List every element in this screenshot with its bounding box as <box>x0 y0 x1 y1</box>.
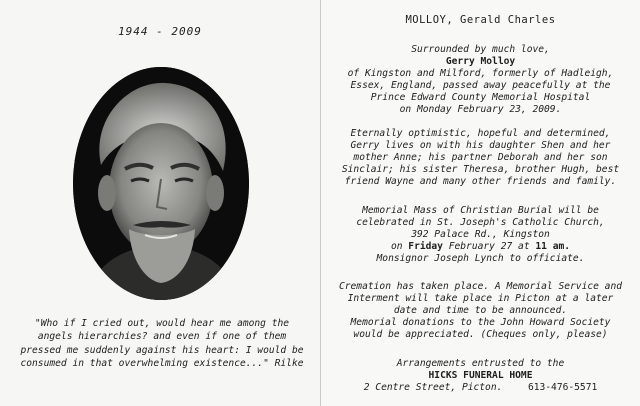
paragraph-line: Eternally optimistic, hopeful and determined, <box>350 128 611 139</box>
paragraph-line: date and time to be announced. <box>393 305 568 316</box>
paragraph-line: friend Wayne and many other friends and family. <box>344 176 617 187</box>
quote-line: "Who if I cried out, would hear me among the <box>34 318 290 329</box>
life-years: 1944 - 2009 <box>118 25 202 38</box>
portrait-photo <box>73 67 249 300</box>
quote-line: consumed in that overwhelming existence..." Rilke <box>20 357 304 369</box>
paragraph-line: Prince Edward County Memorial Hospital <box>370 92 591 103</box>
mass-time: 11 am. <box>535 241 571 252</box>
paragraph-line: Interment will take place in Picton at a later <box>347 293 614 304</box>
intro-line: Surrounded by much love, <box>411 44 550 55</box>
mass-date: February 27 at <box>448 241 530 252</box>
arrangements-line: Arrangements entrusted to the <box>396 358 565 369</box>
paragraph-line: on Monday February 23, 2009. <box>399 104 562 115</box>
paragraph-line: 392 Palace Rd., Kingston <box>411 229 550 240</box>
obituary-heading: MOLLOY, Gerald Charles <box>405 14 556 26</box>
funeral-home-phone: 613-476-5571 <box>527 382 598 393</box>
paragraph-line: of Kingston and Milford, formerly of Hadleigh, <box>347 68 614 79</box>
deceased-name: Gerry Molloy <box>445 56 516 67</box>
paragraph-line: Cremation has taken place. A Memorial Service and <box>338 281 623 292</box>
paragraph-line: would be appreciated. (Cheques only, please) <box>353 329 608 340</box>
right-panel <box>321 0 640 406</box>
mass-on: on <box>390 241 403 252</box>
paragraph-line: Sinclair; his sister Theresa, brother Hugh, best <box>341 164 620 175</box>
paragraph-line: Gerry lives on with his daughter Shen and her <box>350 140 611 151</box>
paragraph-line: Essex, England, passed away peacefully at the <box>350 80 611 91</box>
mass-day: Friday <box>408 241 443 252</box>
paragraph-line: mother Anne; his partner Deborah and her son <box>353 152 608 163</box>
quote-line: angels hierarchies? and even if one of them <box>37 331 287 343</box>
paragraph-line: Memorial Mass of Christian Burial will be <box>362 205 599 216</box>
funeral-home-address: 2 Centre Street, Picton. <box>363 382 503 393</box>
paragraph-line: Monsignor Joseph Lynch to officiate. <box>376 253 585 264</box>
quote-line: pressed me suddenly against his heart: I would be <box>20 344 304 356</box>
paragraph-line: celebrated in St. Joseph's Catholic Church, <box>356 217 605 228</box>
funeral-home-contact <box>321 382 640 393</box>
mass-date-line <box>321 241 640 252</box>
paragraph-line: Memorial donations to the John Howard Society <box>350 317 611 328</box>
funeral-home-name: HICKS FUNERAL HOME <box>428 370 533 381</box>
rilke-quote <box>14 317 310 370</box>
